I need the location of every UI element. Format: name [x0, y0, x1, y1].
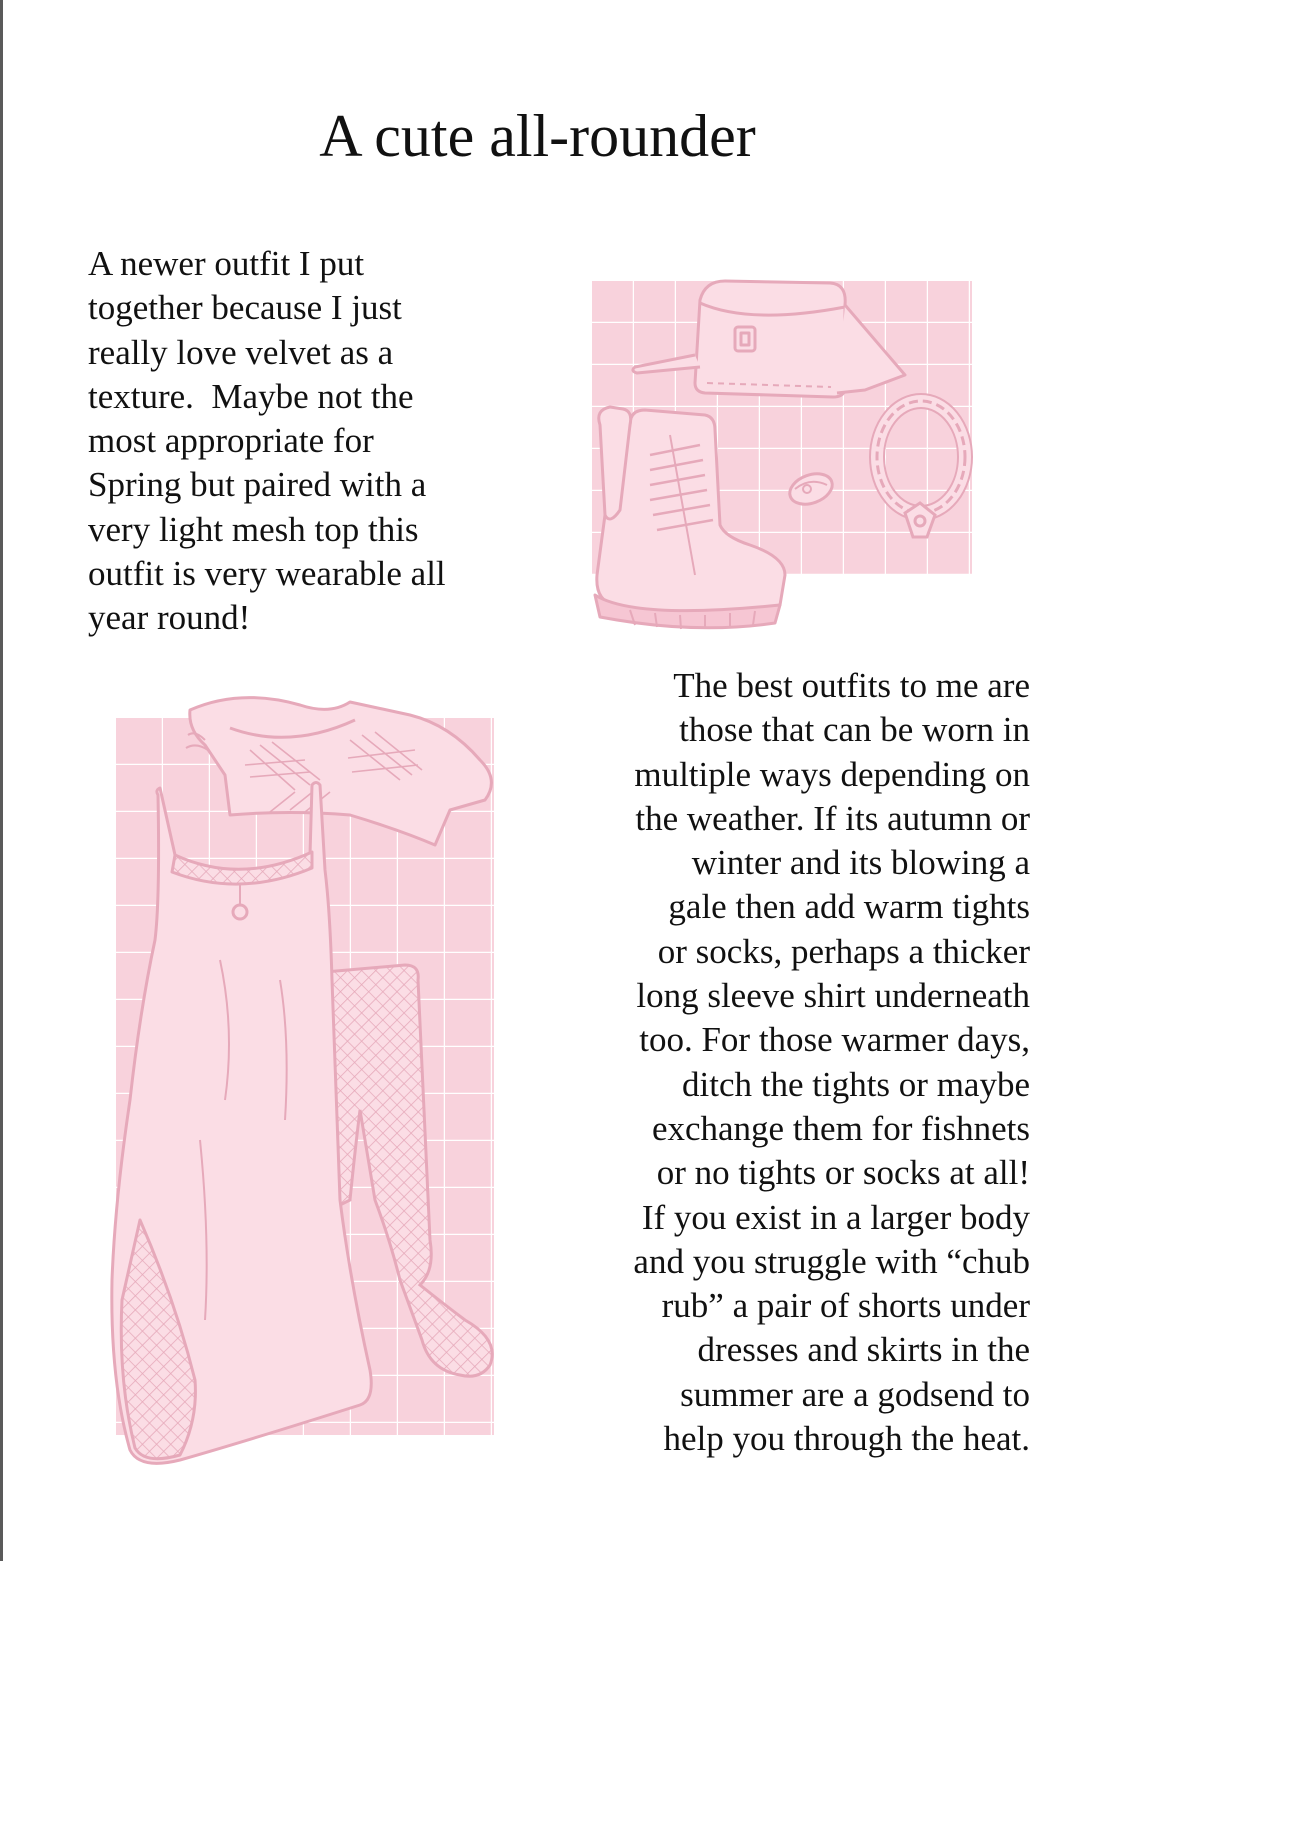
- page-title: A cute all-rounder: [319, 103, 756, 169]
- body-line: dresses and skirts in the: [697, 1330, 1030, 1370]
- body-line: those that can be worn in: [679, 710, 1030, 750]
- body-line: gale then add warm tights: [668, 887, 1030, 927]
- body-line: and you struggle with “chub: [633, 1241, 1030, 1281]
- body-line: rub” a pair of shorts under: [661, 1286, 1030, 1326]
- body-line: winter and its blowing a: [691, 843, 1030, 883]
- intro-line: together because I just: [88, 288, 402, 328]
- intro-line: A newer outfit I put: [88, 244, 365, 283]
- intro-line: very light mesh top this: [88, 509, 419, 549]
- intro-line: outfit is very wearable all: [88, 554, 446, 594]
- intro-line: year round!: [88, 598, 251, 638]
- intro-line: Spring but paired with a: [88, 465, 427, 505]
- body-line: multiple ways depending on: [634, 754, 1030, 794]
- outfit-illustration: [100, 680, 520, 1480]
- body-line: help you through the heat.: [663, 1419, 1030, 1459]
- body-line: or no tights or socks at all!: [656, 1153, 1030, 1193]
- intro-line: most appropriate for: [88, 421, 374, 461]
- intro-line: texture. Maybe not the: [88, 376, 414, 416]
- body-line: long sleeve shirt underneath: [636, 976, 1030, 1016]
- body-line: exchange them for fishnets: [651, 1108, 1030, 1148]
- body-line: the weather. If its autumn or: [635, 798, 1030, 838]
- body-line: too. For those warmer days,: [639, 1020, 1030, 1060]
- body-line: summer are a godsend to: [680, 1374, 1030, 1414]
- body-line: ditch the tights or maybe: [682, 1064, 1030, 1104]
- body-line: If you exist in a larger body: [641, 1197, 1030, 1237]
- body-line: The best outfits to me are: [673, 666, 1030, 705]
- body-line: or socks, perhaps a thicker: [657, 931, 1030, 971]
- page-edge-border: [0, 0, 3, 1561]
- accessories-illustration: [575, 275, 980, 635]
- body-paragraph: [540, 664, 1030, 1461]
- intro-paragraph: [88, 242, 518, 641]
- intro-line: really love velvet as a: [88, 332, 394, 372]
